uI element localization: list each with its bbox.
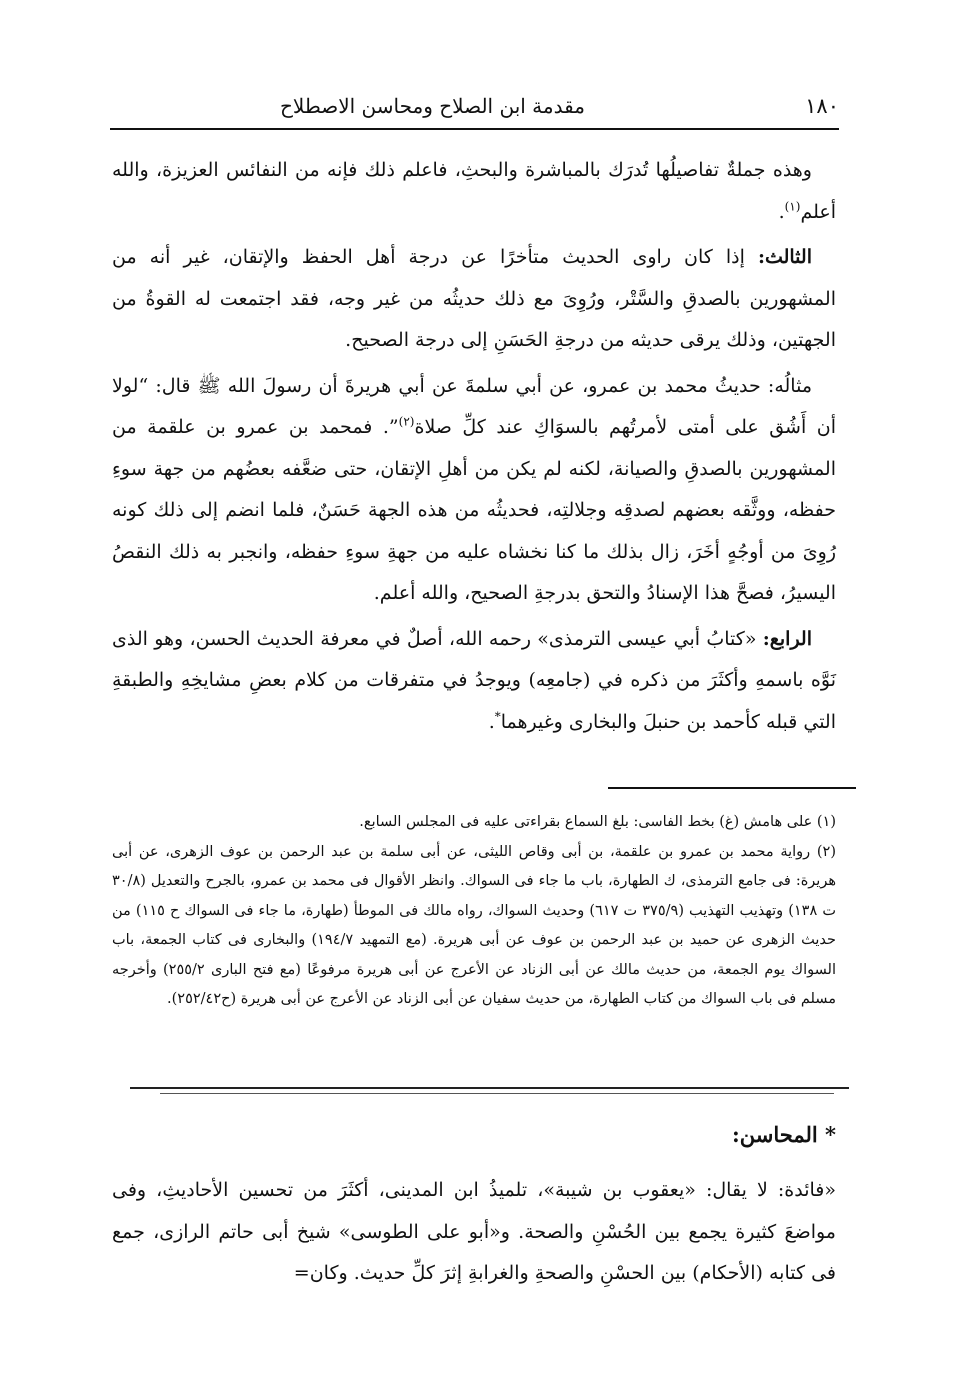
- paragraph-2: [112, 237, 836, 362]
- footnote-1: (١) على هامش (غ) بخط الفاسى: بلغ السماع بقراءتى عليه فى المجلس السابع.: [359, 814, 836, 830]
- header-rule: [110, 128, 839, 130]
- paragraph-1: [112, 150, 836, 233]
- paragraph-3: [112, 366, 836, 615]
- footnote-ref-2: (٢): [398, 414, 415, 429]
- footnote-2: (٢) رواية محمد بن عمرو بن علقمة، بن أبى وقاص الليثى، عن أبى سلمة بن عبد الرحمن بن عوف الزهرى، عن أبى هريرة: فى جامع الترمذى، ك الطهارة، باب ما جاء فى السواك. وانظر الأقوال فى محمد بن عمرو، بالجرح والتعديل (٣٠/٨ ت ١٣٨) وتهذيب التهذيب (٣٧٥/٩ ت ٦١٧) وحديث السواك، رواه مالك فى الموطأ (طهارة، ما جاء فى السواك ح ١١٥) من حديث الزهرى عن حميد بن عبد الرحمن بن عوف عن أبى هريرة. (مع التمهيد ١٩٤/٧) والبخارى فى كتاب الجمعة، باب السواك يوم الجمعة، من حديث مالك عن أبى الزناد عن الأعرج عن أبى هريرة مرفوعًا (مع فتح البارى ٢٥٥/٢) وأخرجه مسلم فى باب السواك من كتاب الطهارة، من حديث سفيان عن أبى الزناد عن الأعرج عن أبى هريرة (ح٢٥٢/٤٢).: [112, 843, 837, 1007]
- paragraph-3-text-b: ”. فمحمد بن عمرو بن علقمة من المشهورين بالصدقِ والصيانة، لكنه لم يكن من أهلِ الإتقان، حتى ضعَّفه بعضُهم من جهة سوءِ حفظه، ووثَّقه بعضهم لصدقِه وجلالتِه، فحديثُه من هذه الجهة حَسَنٌ، فلما انضم إلى ذلك كونه رُوِىَ من أوجُهٍ أخَرَ، زال بذلك ما كنا نخشاه عليه من جهةِ سوءِ حفظه، وانجبر به ذلك النقصُ اليسيرُ، فصحَّ هذا الإسنادُ والتحق بدرجةِ الصحيح، والله أعلم.: [112, 416, 836, 604]
- page-header: [110, 88, 839, 124]
- main-text: [112, 150, 836, 747]
- mahasin-heading: * المحاسن:: [732, 1122, 836, 1147]
- section-separator-thin: [160, 1093, 834, 1094]
- paragraph-2-text: إذا كان راوى الحديث متأخرًا عن درجة أهل الحفظ والإتقان، غير أنه من المشهورين بالصدقِ والسَّتْر، ورُوِىَ مع ذلك حديثُه من غير وجه، فقد اجتمعت له القوةُ من الجهتين، وذلك يرقى حديثه من درجةِ الحَسَنِ إلى درجة الصحيح.: [112, 246, 836, 351]
- footnotes: [112, 808, 836, 1015]
- mahasin-section: [112, 1170, 836, 1295]
- page-number: ١٨٠: [805, 94, 839, 118]
- footnote-rule: [608, 787, 856, 789]
- footnote-ref-1: (١): [784, 199, 801, 214]
- paragraph-4: [112, 619, 836, 744]
- third-category-lead: الثالث:: [757, 246, 812, 268]
- mahasin-paragraph: «فائدة: لا يقال: «يعقوب بن شيبة»، تلميذُ ابن المدينى، أكثَرَ من تحسين الأحاديثِ، وفى مواضعَ كثيرة يجمع بين الحُسْنِ والصحة. و«أبو على الطوسى» شيخ أبى حاتم الرازى، جمع فى كتابه (الأحكام) بين الحسْنِ والصحةِ والغرابةِ إثرَ كلِّ حديث. وكان=: [112, 1179, 836, 1284]
- section-separator: [130, 1087, 849, 1089]
- fourth-category-lead: الرابع:: [762, 627, 812, 650]
- paragraph-4-text: «كتابُ أبي عيسى الترمذى» رحمه الله، أصلٌ في معرفة الحديث الحسن، وهو الذى نَوَّه باسمهِ وأكثَرَ من ذكره في (جامعِه) ويوجدُ في متفرقات من كلام بعضِ مشايخِهِ والطبقةِ التي قبله كأحمد بن حنبلَ والبخارى وغيرهما: [112, 627, 836, 733]
- running-title: مقدمة ابن الصلاح ومحاسن الاصطلاح: [280, 94, 585, 118]
- paragraph-1-text: وهذه جملةٌ تفاصيلُها تُدرَك بالمباشرة والبحثِ، فاعلم ذلك فإنه من النفائس العزيزة، والله أعلم: [112, 159, 836, 223]
- paragraph-4-end: .: [488, 710, 495, 733]
- paragraph-1-end: .: [778, 200, 785, 223]
- mahasin-marker: *: [494, 709, 501, 724]
- paragraph-3-text-a: مثالُه: حديثُ محمد بن عمرو، عن أبي سلمةَ عن أبي هريرةَ أن رسولَ الله ﷺ قال: “لولا أن أَشُق على أمتى لأمرتُهم بالسوَاكِ عند كلِّ صلاة: [112, 374, 837, 438]
